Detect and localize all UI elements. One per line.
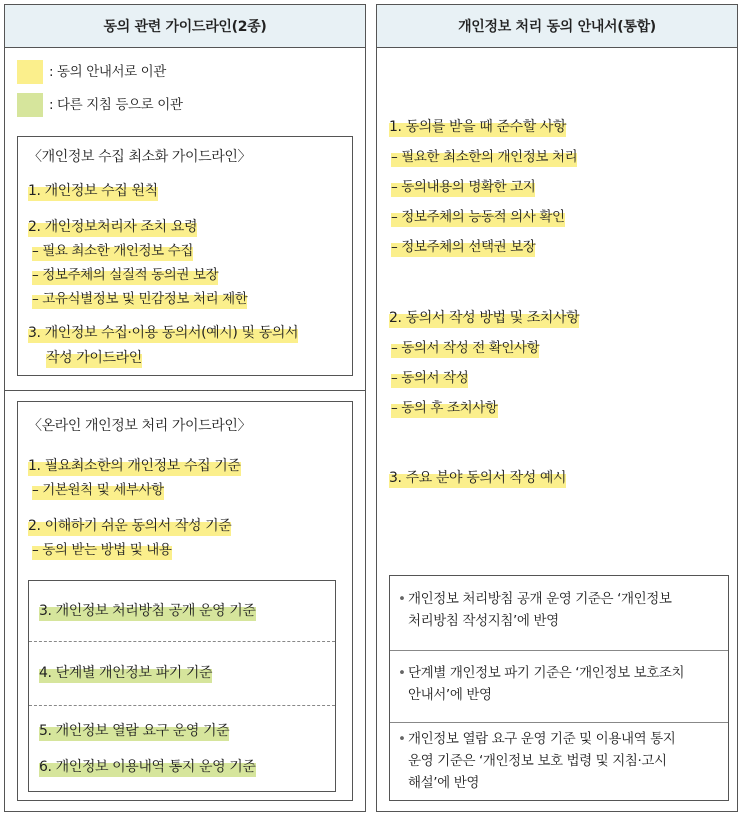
sec3-heading: 3. 주요 분야 동의서 작성 예시: [389, 470, 567, 486]
moved-items-box: [28, 580, 336, 792]
guide1-item3-line2: 작성 가이드라인: [46, 350, 142, 366]
guide1-item2: 2. 개인정보처리자 조치 요령: [28, 219, 198, 235]
notes-box: [389, 575, 729, 801]
note-3: [398, 728, 738, 794]
sec1-sub2: – 동의내용의 명확한 고지: [391, 179, 536, 195]
left-separator: [5, 390, 365, 391]
guide2-item1: 1. 필요최소한의 개인정보 수집 기준: [28, 458, 241, 474]
guide2-item1-sub: – 기본원칙 및 세부사항: [32, 482, 164, 498]
left-column: [4, 4, 366, 812]
note-1-line1: 개인정보 처리방침 공개 운영 기준은 ‘개인정보: [408, 591, 672, 607]
guide2-heading: 〈온라인 개인정보 처리 가이드라인〉: [28, 418, 252, 434]
guide2-item6: 6. 개인정보 이용내역 통지 운영 기준: [39, 759, 256, 775]
guide1-item1: 1. 개인정보 수집 원칙: [28, 183, 158, 199]
note-1: [398, 588, 738, 632]
right-column-title: 개인정보 처리 동의 안내서(통합): [377, 5, 737, 48]
guide1-item3-line1: 3. 개인정보 수집·이용 동의서(예시) 및 동의서: [28, 325, 299, 341]
legend-swatch-yellow: [17, 60, 43, 84]
guide2-item3: 3. 개인정보 처리방침 공개 운영 기준: [39, 603, 256, 619]
sec2-sub3: – 동의 후 조치사항: [391, 400, 498, 416]
sec1-sub4: – 정보주체의 선택권 보장: [391, 239, 536, 255]
note-2-line1: 단계별 개인정보 파기 기준은 ‘개인정보 보호조치: [408, 665, 685, 681]
note-bullet: •: [398, 731, 406, 747]
sec2-sub1: – 동의서 작성 전 확인사항: [391, 340, 540, 356]
note-3-line2: 운영 기준은 ‘개인정보 보호 법령 및 지침·고시: [408, 753, 667, 769]
guide1-item2-sub3: – 고유식별정보 및 민감정보 처리 제한: [32, 291, 248, 307]
guide1-item2-sub2: – 정보주체의 실질적 동의권 보장: [32, 267, 219, 283]
guide1-heading: 〈개인정보 수집 최소화 가이드라인〉: [28, 149, 252, 165]
sec1-heading: 1. 동의를 받을 때 준수할 사항: [389, 119, 567, 135]
guide2-item4: 4. 단계별 개인정보 파기 기준: [39, 665, 213, 681]
sec1-sub1: – 필요한 최소한의 개인정보 처리: [391, 149, 578, 165]
note-bullet: •: [398, 665, 406, 681]
note-3-line3: 해설’에 반영: [408, 775, 479, 791]
guide1-item2-sub1: – 필요 최소한 개인정보 수집: [32, 243, 193, 259]
note-bullet: •: [398, 591, 406, 607]
moved-items-divider-2: [29, 705, 335, 706]
notes-divider-1: [390, 650, 728, 651]
right-column: [376, 4, 738, 812]
guide-online-processing-box: [17, 401, 353, 801]
sec1-sub3: – 정보주체의 능동적 의사 확인: [391, 209, 565, 225]
note-2-line2: 안내서’에 반영: [408, 687, 492, 703]
legend-swatch-green: [17, 93, 43, 117]
left-column-title: 동의 관련 가이드라인(2종): [5, 5, 365, 48]
note-3-line1: 개인정보 열람 요구 운영 기준 및 이용내역 통지: [408, 731, 676, 747]
legend-label-yellow: : 동의 안내서로 이관: [49, 64, 166, 80]
sec2-heading: 2. 동의서 작성 방법 및 조치사항: [389, 310, 580, 326]
guide2-item2: 2. 이해하기 쉬운 동의서 작성 기준: [28, 518, 232, 534]
legend-label-green: : 다른 지침 등으로 이관: [49, 97, 183, 113]
guide-collection-minimization-box: [17, 136, 353, 376]
notes-divider-2: [390, 722, 728, 723]
note-2: [398, 662, 738, 706]
sec2-sub2: – 동의서 작성: [391, 370, 469, 386]
guide2-item2-sub: – 동의 받는 방법 및 내용: [32, 542, 172, 558]
moved-items-divider-1: [29, 641, 335, 642]
guide2-item5: 5. 개인정보 열람 요구 운영 기준: [39, 723, 230, 739]
note-1-line2: 처리방침 작성지침’에 반영: [408, 613, 559, 629]
